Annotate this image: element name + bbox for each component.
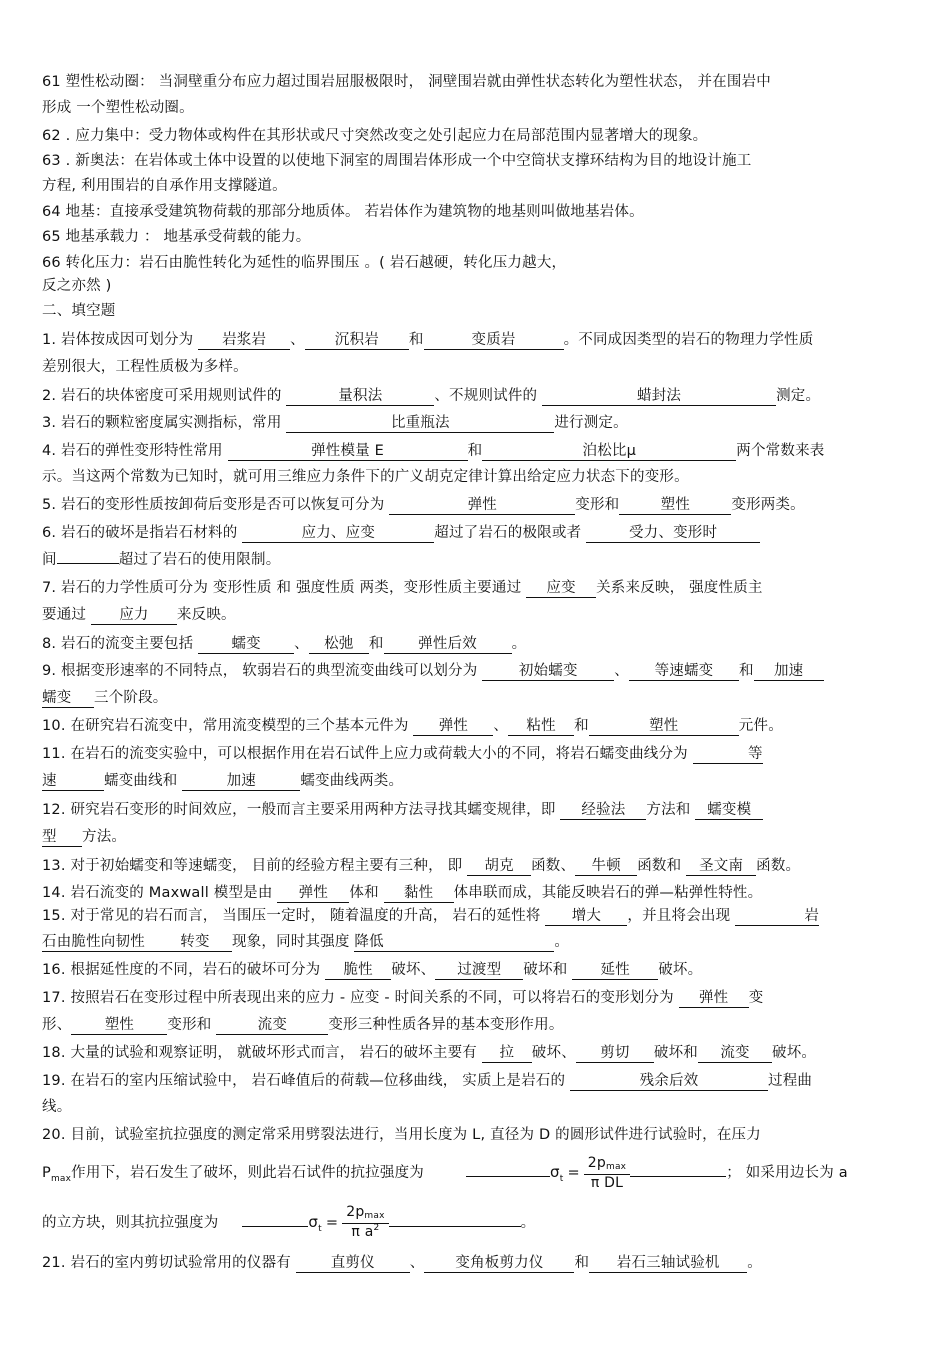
q19-text-2: 过程曲 [768, 1073, 813, 1089]
definition-61-line1: 61 塑性松动圈： 当洞壁重分布应力超过围岩屈服极限时， 洞壁围岩就由弹性状态转化为塑性状态， 并在围岩中 [42, 74, 771, 90]
question-21 [42, 1253, 908, 1273]
q15-answer-3: 转变 [158, 933, 232, 952]
question-11-line1 [42, 744, 908, 764]
q8-text-4: 。 [511, 636, 527, 652]
q16-text-4: 破坏。 [658, 962, 703, 978]
q14-text-3: 体串联而成，其能反映岩石的弹—粘弹性特性。 [453, 885, 763, 901]
q3-answer-1: 比重瓶法 [286, 414, 554, 433]
question-7-line2 [42, 605, 908, 625]
q4-text-1: 4. 岩石的弹性变形特性常用 [42, 443, 228, 459]
q17-text-2: 变 [748, 990, 764, 1006]
q2-answer-2: 蜡封法 [542, 387, 776, 406]
q10-answer-2: 粘性 [508, 717, 574, 736]
q11-text-2: 蠕变曲线和 [104, 773, 183, 789]
q15-answer-2-cont: 石由脆性向韧性 [42, 933, 158, 952]
q15-text-4: 。 [554, 934, 570, 950]
q9-answer-1: 初始蠕变 [482, 662, 614, 681]
q15-text-2: ，并且将会出现 [627, 908, 736, 924]
q16-answer-2: 过渡型 [435, 961, 523, 980]
q7-text-4: 来反映。 [176, 607, 236, 623]
q21-text-2: 、 [409, 1255, 425, 1271]
question-12-line2 [42, 827, 908, 847]
q21-answer-1: 直剪仪 [296, 1254, 410, 1273]
q17-text-4: 变形和 [167, 1017, 217, 1033]
q16-text-2: 破坏、 [391, 962, 436, 978]
q5-text-3: 变形两类。 [731, 497, 805, 513]
q12-text-3: 方法。 [82, 829, 127, 845]
q9-text-1: 9. 根据变形速率的不同特点， 软弱岩石的典型流变曲线可以划分为 [42, 663, 483, 679]
q10-text-4: 元件。 [738, 718, 783, 734]
definition-62: 62 . 应力集中：受力物体或构件在其形状或尺寸突然改变之处引起应力在局部范围内显著增大的现象。 [42, 128, 708, 144]
q20-formula2-num-sub: max [364, 1210, 385, 1221]
question-9-line2 [42, 688, 908, 708]
q13-text-4: 函数。 [756, 858, 801, 874]
q7-answer-1: 应变 [526, 579, 596, 598]
q20-formula2-sub: t [318, 1224, 322, 1234]
q3-text-2: 进行测定。 [554, 415, 628, 431]
q3-text-1: 3. 岩石的颗粒密度属实测指标，常用 [42, 415, 287, 431]
q21-text-4: 。 [747, 1255, 762, 1271]
q2-text-3: 测定。 [776, 388, 821, 404]
q8-answer-3: 弹性后效 [384, 635, 512, 654]
question-8 [42, 634, 908, 654]
question-17-line2 [42, 1015, 908, 1035]
q9-text-2: 、 [614, 663, 629, 679]
question-18 [42, 1043, 908, 1063]
q4-answer-1: 弹性模量 E [228, 442, 468, 461]
q13-answer-3: 圣文南 [686, 857, 756, 876]
q4-text-2: 和 [467, 443, 483, 459]
q9-answer-3-cont: 蠕变 [42, 689, 94, 708]
q20-blank-1-left [466, 1176, 550, 1177]
question-14 [42, 883, 908, 903]
q17-answer-3: 流变 [216, 1016, 328, 1035]
definition-64: 64 地基：直接承受建筑物荷载的那部分地质体。 若岩体作为建筑物的地基则叫做地基岩体。 [42, 204, 644, 220]
q6-text-4: 超过了岩石的使用限制。 [118, 552, 281, 568]
q6-answer-1: 应力、应变 [242, 524, 434, 543]
q11-text-1: 11. 在岩石的流变实验中，可以根据作用在岩石试件上应力或荷载大小的不同，将岩石蠕变曲线分为 [42, 746, 693, 762]
q14-text-1: 14. 岩石流变的 Maxwall 模型是由 [42, 885, 278, 901]
q20-formula1 [584, 1155, 630, 1192]
q2-text-1: 2. 岩石的块体密度可采用规则试件的 [42, 388, 287, 404]
q16-answer-1: 脆性 [325, 961, 391, 980]
q16-text-1: 16. 根据延性度的不同，岩石的破坏可分为 [42, 962, 326, 978]
q11-answer-2: 加速 [182, 772, 300, 791]
q13-answer-2: 牛顿 [575, 857, 637, 876]
q1-answer-3: 变质岩 [424, 331, 564, 350]
q11-answer-1-cont: 速 [42, 772, 104, 791]
question-15-line1 [42, 906, 908, 926]
question-4-line2: 示。当这两个常数为已知时，就可用三维应力条件下的广义胡克定律计算出给定应力状态下的变形。 [42, 469, 689, 485]
question-19-line1 [42, 1071, 908, 1091]
question-13 [42, 856, 908, 876]
q18-text-3: 破坏和 [653, 1045, 699, 1061]
q20-blank-1-right [630, 1176, 726, 1177]
q9-answer-2: 等速蠕变 [629, 662, 739, 681]
q7-text-2: 关系来反映， 强度性质主 [596, 580, 763, 596]
question-6-line1 [42, 523, 908, 543]
q20-text-2: ； 如采用边长为 a [726, 1165, 848, 1181]
q13-text-1: 13. 对于初始蠕变和等速蠕变， 目前的经验方程主要有三种， 即 [42, 858, 468, 874]
q18-answer-1: 拉 [482, 1044, 532, 1063]
q12-answer-2: 蠕变模 [695, 801, 763, 820]
definition-63-line1: 63 . 新奥法：在岩体或土体中设置的以使地下洞室的周围岩体形成一个中空筒状支撑环结构为目的地设计施工 [42, 153, 752, 169]
question-7-line1 [42, 578, 908, 598]
definition-63-line2: 方程, 利用围岩的自承作用支撑隧道。 [42, 178, 287, 194]
definition-66-line1: 66 转化压力：岩石由脆性转化为延性的临界围压 。( 岩石越硬，转化压力越大， [42, 255, 567, 271]
q5-text-1: 5. 岩石的变形性质按卸荷后变形是否可以恢复可分为 [42, 497, 390, 513]
q20-formula2-den-sup: 2 [373, 1222, 380, 1233]
question-9-line1 [42, 661, 908, 681]
q15-answer-1: 增大 [545, 907, 627, 926]
question-11-line2 [42, 771, 908, 791]
q15-answer-2: 岩 [735, 907, 819, 926]
question-20-line3 [42, 1202, 908, 1245]
q6-blank-cont [57, 563, 119, 564]
q20-formula1-num: 2p [587, 1154, 606, 1171]
q13-answer-1: 胡克 [467, 857, 531, 876]
definition-61-line2: 形成 一个塑性松动圈。 [42, 100, 194, 116]
q17-answer-2: 塑性 [71, 1016, 167, 1035]
q5-answer-1: 弹性 [389, 496, 575, 515]
q13-text-2: 函数、 [531, 858, 576, 874]
q20-formula2-sigma: σ [308, 1213, 319, 1231]
q8-answer-2: 松弛 [309, 635, 369, 654]
q18-answer-3: 流变 [698, 1044, 772, 1063]
q21-answer-3: 岩石三轴试验机 [589, 1254, 747, 1273]
q20-formula1-num-sub: max [606, 1161, 627, 1172]
q20-formula2 [342, 1204, 388, 1243]
q1-text-4: 。不同成因类型的岩石的物理力学性质 [563, 332, 814, 348]
q17-text-1: 17. 按照岩石在变形过程中所表现出来的应力 - 应变 - 时间关系的不同，可以将岩石的变形划分为 [42, 990, 679, 1006]
q19-answer-1: 残余后效 [570, 1072, 768, 1091]
question-10 [42, 716, 908, 736]
question-16 [42, 960, 908, 980]
q17-text-3: 形、 [42, 1017, 72, 1033]
q12-text-1: 12. 研究岩石变形的时间效应，一般而言主要采用两种方法寻找其蠕变规律，即 [42, 802, 561, 818]
q19-text-1: 19. 在岩石的室内压缩试验中， 岩石峰值后的荷载—位移曲线， 实质上是岩石的 [42, 1073, 570, 1089]
q8-answer-1: 蠕变 [198, 635, 294, 654]
question-19-line2: 线。 [42, 1099, 72, 1115]
question-6-line2 [42, 550, 908, 570]
q13-text-3: 函数和 [637, 858, 687, 874]
q16-answer-3: 延性 [572, 961, 658, 980]
question-5 [42, 495, 908, 515]
q18-text-1: 18. 大量的试验和观察证明， 就破坏形式而言， 岩石的破坏主要有 [42, 1045, 482, 1061]
q20-formula2-den: π a [351, 1223, 374, 1240]
q6-text-3: 间 [42, 552, 57, 568]
question-12-line1 [42, 800, 908, 820]
q1-text-1: 1. 岩体按成因可划分为 [42, 332, 199, 348]
q4-answer-2: 泊松比μ [482, 442, 736, 461]
q14-answer-2: 黏性 [384, 884, 454, 903]
question-1-line2: 差别很大，工程性质极为多样。 [42, 359, 248, 375]
q2-text-2: 、不规则试件的 [434, 388, 543, 404]
q17-text-5: 变形三种性质各异的基本变形作用。 [328, 1017, 564, 1033]
q1-text-3: 和 [408, 332, 424, 348]
section-title: 二、填空题 [42, 303, 116, 319]
q1-answer-2: 沉积岩 [305, 331, 409, 350]
q8-text-2: 、 [294, 636, 309, 652]
q20-blank-2-left [242, 1226, 308, 1227]
question-20-line1: 20. 目前，试验室抗拉强度的测定常采用劈裂法进行，当用长度为 L, 直径为 D 的圆形试件进行试验时，在压力 [42, 1127, 761, 1143]
q20-text-1: 作用下，岩石发生了破坏，则此岩石试件的抗拉强度为 [71, 1165, 424, 1181]
q6-text-2: 超过了岩石的极限或者 [434, 525, 587, 541]
q1-text-2: 、 [290, 332, 305, 348]
q8-text-1: 8. 岩石的流变主要包括 [42, 636, 199, 652]
q14-text-2: 体和 [349, 885, 384, 901]
q20-formula1-sigma: σ [549, 1163, 560, 1181]
q20-formula2-eq: = [325, 1215, 339, 1231]
question-20-line2 [42, 1152, 908, 1195]
q16-text-3: 破坏和 [523, 962, 573, 978]
q21-text-3: 和 [574, 1255, 590, 1271]
q5-answer-2: 塑性 [619, 496, 731, 515]
q8-text-3: 和 [368, 636, 384, 652]
q4-text-3: 两个常数来表 [736, 443, 825, 459]
q20-formula1-den: π DL [590, 1174, 624, 1191]
q10-text-3: 和 [574, 718, 589, 734]
q20-formula2-num: 2p [346, 1203, 365, 1220]
definition-65: 65 地基承载力 ： 地基承受荷载的能力。 [42, 229, 311, 245]
q10-answer-3: 塑性 [589, 717, 739, 736]
q7-text-1: 7. 岩石的力学性质可分为 变形性质 和 强度性质 两类，变形性质主要通过 [42, 580, 527, 596]
q1-answer-1: 岩浆岩 [198, 331, 290, 350]
question-17-line1 [42, 988, 908, 1008]
q11-answer-1: 等 [693, 745, 763, 764]
question-3 [42, 413, 908, 433]
q5-text-2: 变形和 [575, 497, 620, 513]
q18-answer-2: 剪切 [576, 1044, 654, 1063]
definition-66-line2: 反之亦然 ) [42, 278, 112, 294]
q18-text-4: 破坏。 [772, 1045, 817, 1061]
q12-answer-1: 经验法 [560, 801, 646, 820]
q20-p-symbol: P [42, 1165, 51, 1181]
q18-text-2: 破坏、 [531, 1045, 576, 1061]
q15-text-3: 现象，同时其强度 [232, 934, 355, 950]
q20-text-3: 的立方块，则其抗拉强度为 [42, 1215, 219, 1231]
q14-answer-1: 弹性 [277, 884, 349, 903]
q21-answer-2: 变角板剪力仪 [424, 1254, 574, 1273]
q10-text-1: 10. 在研究岩石流变中，常用流变模型的三个基本元件为 [42, 718, 414, 734]
question-15-line2 [42, 932, 908, 952]
q9-text-4: 三个阶段。 [94, 690, 168, 706]
q20-blank-2-right [389, 1226, 521, 1227]
q2-answer-1: 量积法 [286, 387, 434, 406]
q20-text-4: 。 [520, 1215, 536, 1231]
q21-text-1: 21. 岩石的室内剪切试验常用的仪器有 [42, 1255, 296, 1271]
q20-p-subscript: max [50, 1174, 72, 1184]
q11-text-3: 蠕变曲线两类。 [300, 773, 404, 789]
q10-answer-1: 弹性 [413, 717, 493, 736]
q12-answer-2-cont: 型 [42, 828, 82, 847]
q15-answer-4: 降低 [354, 933, 554, 952]
q10-text-2: 、 [493, 718, 509, 734]
q6-text-1: 6. 岩石的破坏是指岩石材料的 [42, 525, 243, 541]
question-1-line1 [42, 330, 908, 350]
q12-text-2: 方法和 [646, 802, 696, 818]
q9-text-3: 和 [738, 663, 754, 679]
q20-formula1-sub: t [559, 1174, 564, 1184]
q9-answer-3: 加速 [754, 662, 824, 681]
q20-formula1-eq: = [567, 1165, 580, 1181]
q7-answer-2: 应力 [91, 606, 177, 625]
question-2 [42, 386, 908, 406]
q6-answer-2: 受力、变形时 [586, 524, 760, 543]
question-4-line1 [42, 441, 908, 461]
q17-answer-1: 弹性 [679, 989, 749, 1008]
q15-text-1: 15. 对于常见的岩石而言， 当围压一定时， 随着温度的升高， 岩石的延性将 [42, 908, 546, 924]
q7-text-3: 要通过 [42, 607, 91, 623]
